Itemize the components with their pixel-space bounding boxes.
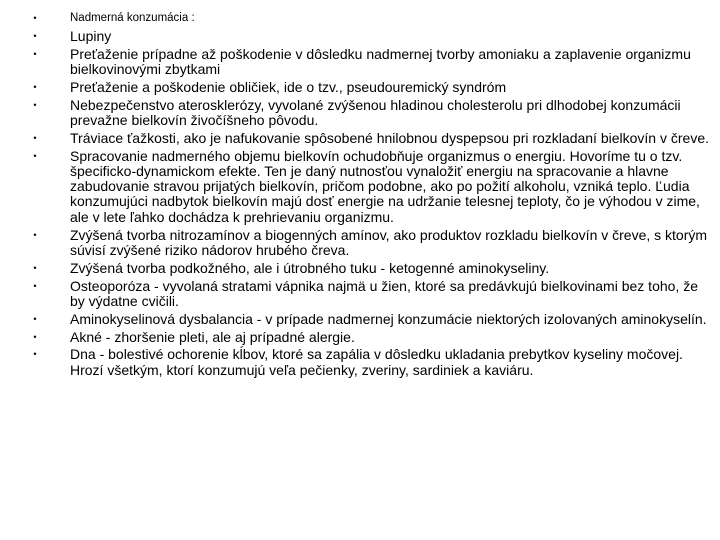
bullet-icon: • [33,262,37,273]
list-item-text: Lupiny [70,28,112,44]
list-item-text: Osteoporóza - vyvolaná stratami vápnika najmä u žien, ktoré sa predávkujú bielkovinami bez toho, že by výdatne cvičili. [70,277,698,309]
list-item-text: Nebezpečenstvo aterosklerózy, vyvolané zvýšenou hladinou cholesterolu pri dlhodobej konzumácii prevažne bielkovín živočíšneho pôvodu. [70,96,681,129]
list-item [30,279,712,309]
list-item [30,29,712,44]
list-item-text: Zvýšená tvorba podkožného, ale i útrobného tuku - ketogenné aminokyseliny. [70,259,550,276]
bullet-icon: • [33,313,37,324]
bullet-icon: • [33,150,37,161]
bullet-icon: • [33,280,37,291]
list-item [30,330,712,345]
list-item-text: Zvýšená tvorba nitrozamínov a biogenných amínov, ako produktov rozkladu bielkovín v čreve, s ktorým súvisí zvýšené riziko nádorov hrubého čreva. [70,226,708,258]
bullet-icon: • [33,331,37,342]
bullet-icon: • [33,132,37,143]
bullet-icon: • [33,13,37,23]
bullet-icon: • [33,48,37,59]
list-item-heading [30,11,712,26]
list-item [30,131,712,146]
list-item-text: Preťaženie prípadne až poškodenie v dôsledku nadmernej tvorby amoniaku a zaplavenie organizmu bielkovinovými zbytkami [70,45,691,78]
bullet-icon: • [33,349,37,360]
list-item-text: Preťaženie a poškodenie obličiek, ide o tzv., pseudouremický syndróm [70,78,507,95]
list-item [30,149,712,225]
list-item [30,312,712,327]
bullet-icon: • [33,99,37,110]
list-item [30,347,712,377]
list-item [30,228,712,258]
list-heading-text: Nadmerná konzumácia : [70,12,195,24]
list-item [30,47,712,77]
list-item-text: Tráviace ťažkosti, ako je nafukovanie spôsobené hnilobnou dyspepsou pri rozkladaní bielkovín v čreve. [70,129,709,146]
bullet-icon: • [33,229,37,240]
list-item [30,261,712,276]
list-item-text: Dna - bolestivé ochorenie kĺbov, ktoré sa zapália v dôsledku ukladania prebytkov kyseliny močovej. Hrozí všetkým, ktorí konzumujú veľa pečienky, zveriny, sardiniek a kaviáru. [70,346,683,378]
list-item [30,98,712,128]
list-item [30,80,712,95]
bullet-icon: • [33,31,37,41]
list-item-text: Aminokyselinová dysbalancia - v prípade nadmernej konzumácie niektorých izolovaných aminokyselín. [70,310,707,327]
bullet-list [30,11,712,378]
list-item-text: Spracovanie nadmerného objemu bielkovín ochudobňuje organizmus o energiu. Hovoríme tu o tzv. špecificko-dynamickom efekte. Ten je daný nutnosťou vynaložiť energiu na spracovanie a hlavne zabudovanie stravou prijatých bielkovín, pričom podobne, ako po požití alkoholu, vzniká teplo. Ľudia konzumujúci nadbytok bielkovín majú dosť energie na udržanie telesnej teploty, čo je výhodou v zime, ale v lete ľahko dochádza k prehrievaniu organizmu. [70,147,700,225]
list-item-text: Akné - zhoršenie pleti, ale aj prípadné alergie. [70,328,355,345]
bullet-icon: • [33,81,37,92]
